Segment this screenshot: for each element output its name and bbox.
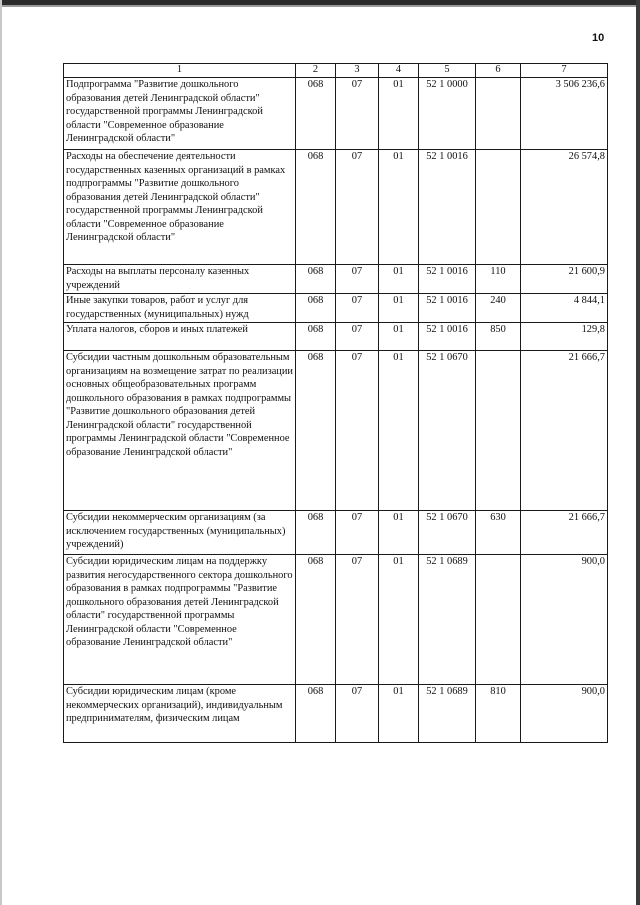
header-cell-2: 2 [296,64,336,78]
header-row [64,64,608,78]
row-name: Субсидии юридическим лицам на поддержку развития негосударственного сектора дошкольного образования в рамках подпрограммы "Развитие дошкольного образования детей Ленинградской области" государственной программы Ленинградской области "Современное образование Ленинградской области" [64,555,296,685]
row-expense-type [476,150,521,265]
scan-edge-left [0,0,2,905]
row-target-code: 52 1 0689 [419,685,476,743]
header-cell-5: 5 [419,64,476,78]
row-name: Субсидии частным дошкольным образовательным организациям на возмещение затрат по реализации основных общеобразовательных программ дошкольного образования в рамках подпрограммы "Развитие дошкольного образования детей Ленинградской области" государственной программы Ленинградской области "Современное образование Ленинградской области" [64,351,296,511]
row-section-code: 07 [336,555,379,685]
row-subsection-code: 01 [379,351,419,511]
page-number: 10 [592,32,605,44]
header-cell-1: 1 [64,64,296,78]
row-ministry-code: 068 [296,555,336,685]
row-name: Уплата налогов, сборов и иных платежей [64,323,296,351]
row-amount: 3 506 236,6 [521,78,608,150]
row-ministry-code: 068 [296,511,336,555]
row-subsection-code: 01 [379,511,419,555]
row-target-code: 52 1 0670 [419,511,476,555]
header-cell-7: 7 [521,64,608,78]
row-expense-type: 630 [476,511,521,555]
row-target-code: 52 1 0670 [419,351,476,511]
row-section-code: 07 [336,150,379,265]
row-target-code: 52 1 0016 [419,265,476,294]
header-cell-3: 3 [336,64,379,78]
row-ministry-code: 068 [296,150,336,265]
row-expense-type: 240 [476,294,521,323]
row-name: Субсидии юридическим лицам (кроме некоммерческих организаций), индивидуальным предпринимателям, физическим лицам [64,685,296,743]
row-ministry-code: 068 [296,78,336,150]
row-target-code: 52 1 0689 [419,555,476,685]
row-ministry-code: 068 [296,265,336,294]
table-row [64,511,608,555]
row-name: Иные закупки товаров, работ и услуг для государственных (муниципальных) нужд [64,294,296,323]
row-section-code: 07 [336,351,379,511]
row-ministry-code: 068 [296,351,336,511]
row-target-code: 52 1 0000 [419,78,476,150]
row-subsection-code: 01 [379,265,419,294]
row-ministry-code: 068 [296,323,336,351]
table-row [64,78,608,150]
table-row [64,150,608,265]
row-expense-type: 850 [476,323,521,351]
row-ministry-code: 068 [296,294,336,323]
row-amount: 21 666,7 [521,511,608,555]
row-amount: 900,0 [521,555,608,685]
table-row [64,685,608,743]
scan-edge-top-fade [0,5,640,7]
table-row [64,351,608,511]
row-name: Подпрограмма "Развитие дошкольного образования детей Ленинградской области" государственной программы Ленинградской области "Современное образование Ленинградской области" [64,78,296,150]
scan-edge-right [636,0,640,905]
row-amount: 900,0 [521,685,608,743]
table-row [64,294,608,323]
row-subsection-code: 01 [379,555,419,685]
row-subsection-code: 01 [379,294,419,323]
row-section-code: 07 [336,685,379,743]
row-expense-type: 810 [476,685,521,743]
row-subsection-code: 01 [379,323,419,351]
row-expense-type: 110 [476,265,521,294]
row-section-code: 07 [336,323,379,351]
table-row [64,323,608,351]
row-name: Расходы на обеспечение деятельности государственных казенных организаций в рамках подпрограммы "Развитие дошкольного образования детей Ленинградской области" государственной программы Ленинградской области "Современное образование Ленинградской области" [64,150,296,265]
row-subsection-code: 01 [379,78,419,150]
row-amount: 26 574,8 [521,150,608,265]
row-expense-type [476,351,521,511]
row-amount: 21 600,9 [521,265,608,294]
header-cell-4: 4 [379,64,419,78]
row-expense-type [476,78,521,150]
row-name: Субсидии некоммерческим организациям (за исключением государственных (муниципальных) учреждений) [64,511,296,555]
row-section-code: 07 [336,265,379,294]
row-section-code: 07 [336,294,379,323]
row-subsection-code: 01 [379,685,419,743]
row-section-code: 07 [336,511,379,555]
row-amount: 21 666,7 [521,351,608,511]
table-row [64,265,608,294]
row-amount: 4 844,1 [521,294,608,323]
row-target-code: 52 1 0016 [419,150,476,265]
row-section-code: 07 [336,78,379,150]
row-name: Расходы на выплаты персоналу казенных учреждений [64,265,296,294]
table-row [64,555,608,685]
row-expense-type [476,555,521,685]
row-ministry-code: 068 [296,685,336,743]
row-subsection-code: 01 [379,150,419,265]
row-target-code: 52 1 0016 [419,323,476,351]
row-target-code: 52 1 0016 [419,294,476,323]
header-cell-6: 6 [476,64,521,78]
budget-table [63,63,608,743]
row-amount: 129,8 [521,323,608,351]
